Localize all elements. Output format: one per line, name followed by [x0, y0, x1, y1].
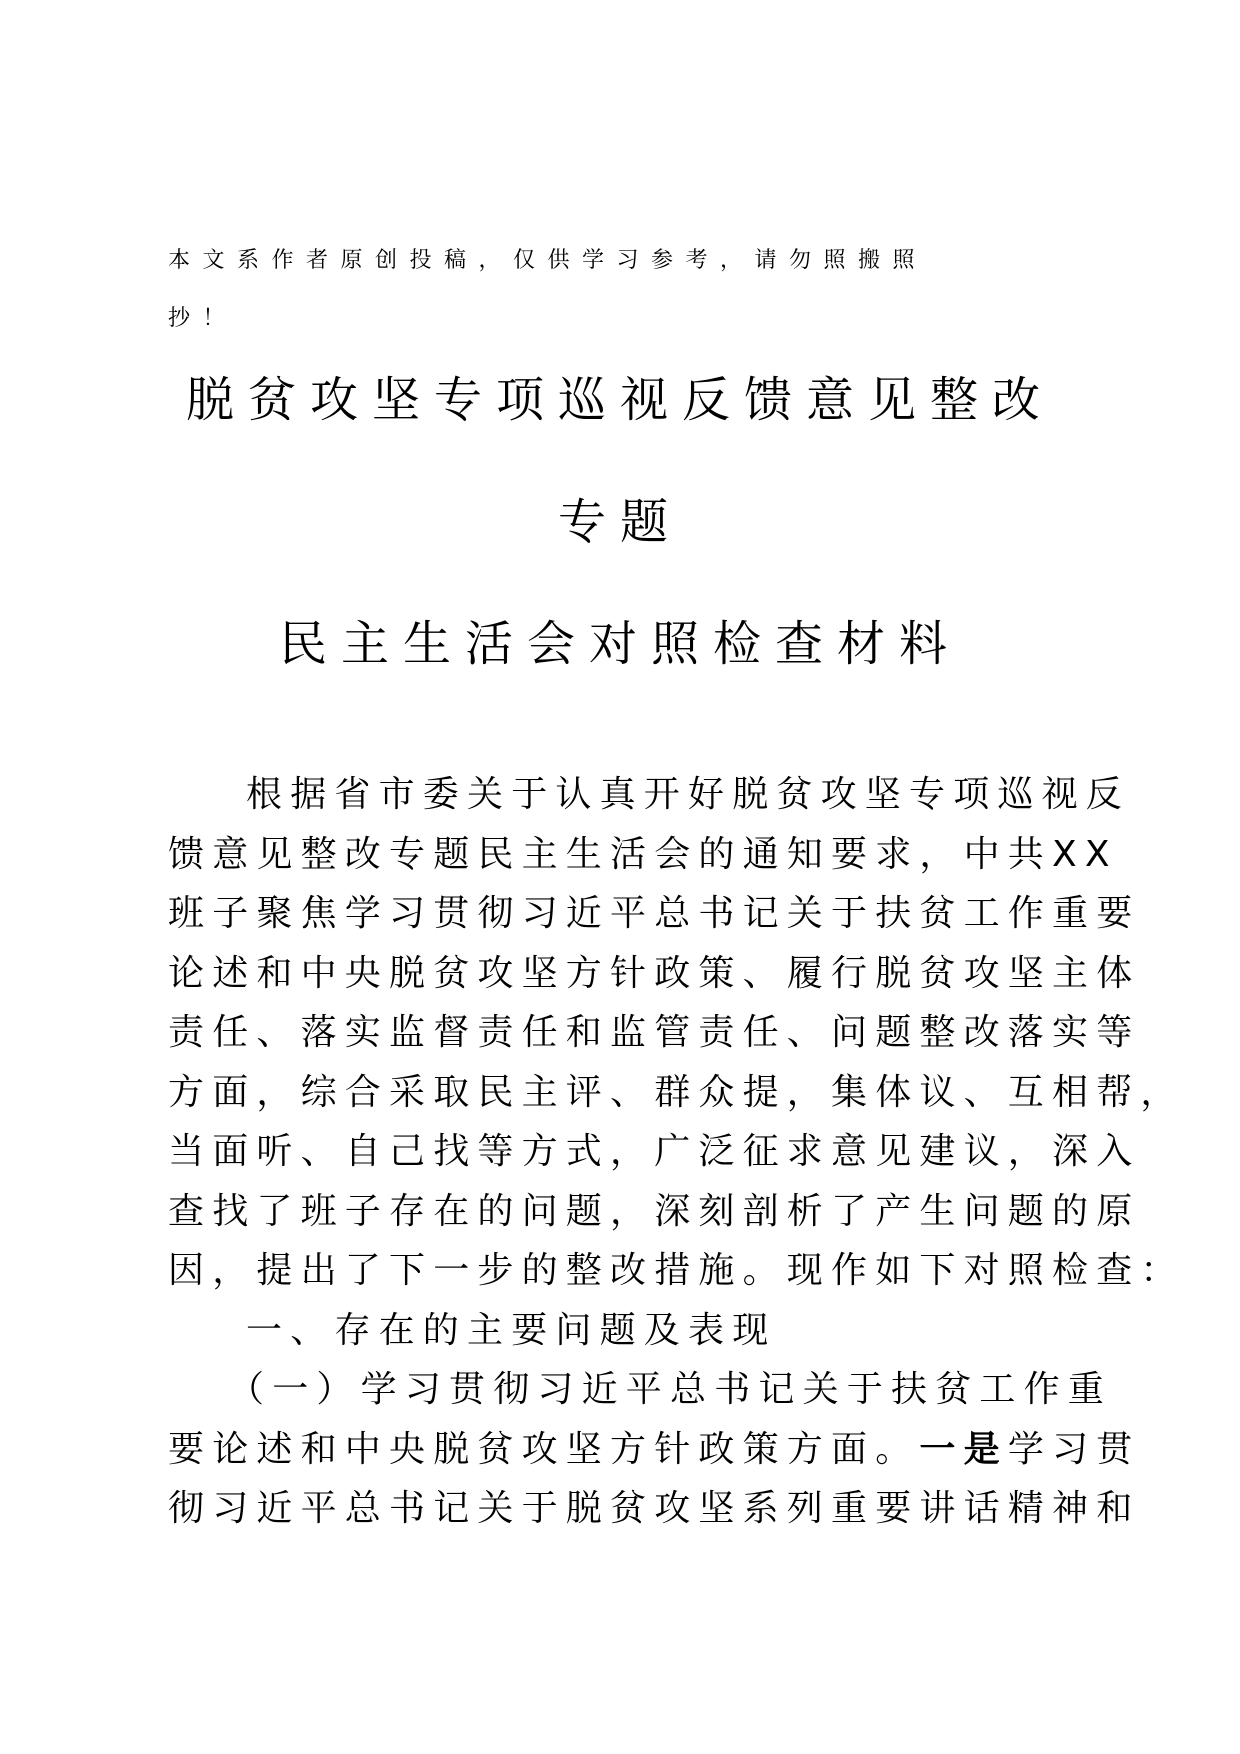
- intro-line: 因，提出了下一步的整改措施。现作如下对照检查：: [168, 1250, 1185, 1291]
- intro-line: 责任、落实监督责任和监管责任、问题整改落实等: [168, 1012, 1141, 1053]
- subsection-line: [168, 1420, 1141, 1480]
- document-title-line-2: 专题: [557, 494, 682, 550]
- intro-line: 论述和中央脱贫攻坚方针政策、履行脱贫攻坚主体: [168, 952, 1141, 994]
- copyright-notice: [168, 232, 1068, 348]
- subsection-line: （一）学习贯彻习近平总书记关于扶贫工作重: [228, 1369, 1113, 1410]
- intro-line: 方面，综合采取民主评、群众提，集体议、互相帮，: [168, 1071, 1185, 1113]
- notice-line-2: 抄！: [168, 306, 238, 331]
- intro-line: 当面听、自己找等方式，广泛征求意见建议，深入: [168, 1131, 1141, 1172]
- intro-line: 查找了班子存在的问题，深刻剖析了产生问题的原: [168, 1190, 1141, 1232]
- subsection-text: 要论述和中央脱贫攻坚方针政策方面。: [168, 1428, 920, 1470]
- section-heading: 一、存在的主要问题及表现: [246, 1309, 777, 1351]
- intro-line: 班子聚焦学习贯彻习近平总书记关于扶贫工作重要: [168, 893, 1141, 934]
- intro-line: 馈意见整改专题民主生活会的通知要求，中共XX: [168, 833, 1118, 875]
- subsection-paragraph: [168, 1360, 1141, 1539]
- intro-paragraph: [168, 765, 1185, 1301]
- document-body: [168, 765, 1185, 1539]
- subsection-text: 学习贯: [1007, 1428, 1141, 1470]
- emphasis-text: 一是: [919, 1428, 1008, 1470]
- document-title-line-3: 民主生活会对照检查材料: [278, 616, 961, 672]
- document-title-line-1: 脱贫攻坚专项巡视反馈意见整改: [185, 372, 1054, 428]
- intro-line: 根据省市委关于认真开好脱贫攻坚专项巡视反: [246, 774, 1131, 815]
- notice-line-1: 本文系作者原创投稿，仅供学习参考，请勿照搬照: [168, 248, 928, 273]
- subsection-line: 彻习近平总书记关于脱贫攻坚系列重要讲话精神和: [168, 1488, 1141, 1529]
